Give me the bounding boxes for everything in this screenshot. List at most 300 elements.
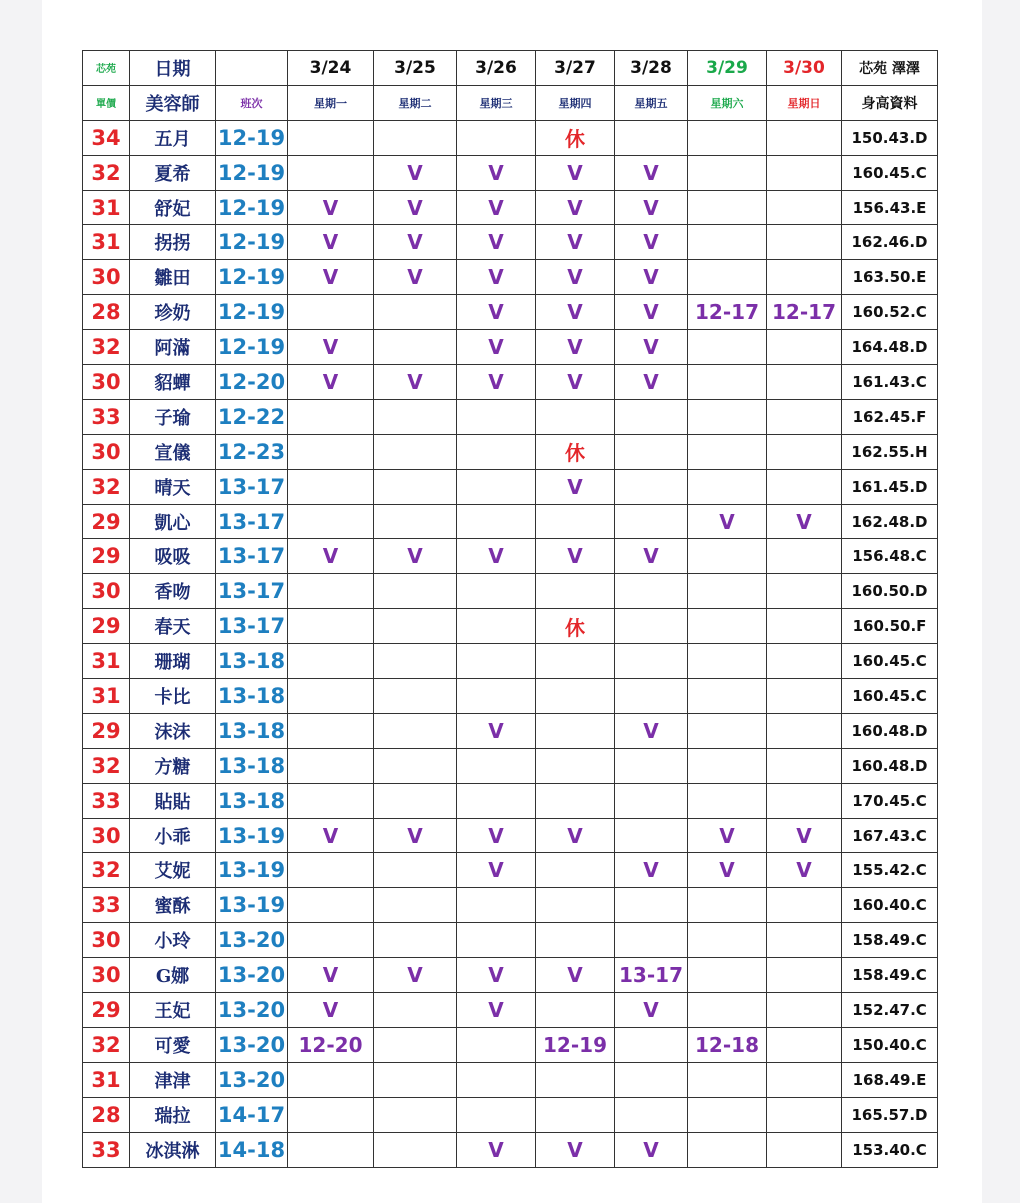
header-shift-label: 班次 (216, 85, 288, 120)
day-cell (615, 434, 688, 469)
stylist-name: 阿滿 (130, 330, 216, 365)
day-cell (688, 993, 767, 1028)
day-cell: V (288, 539, 374, 574)
day-cell (688, 1097, 767, 1132)
price-cell: 33 (83, 399, 130, 434)
stylist-name: 貂蟬 (130, 365, 216, 400)
day-cell: V (767, 818, 842, 853)
day-cell: V (615, 155, 688, 190)
header-top-left: 芯苑 (83, 51, 130, 86)
day-cell (688, 748, 767, 783)
header-weekday: 星期一 (288, 85, 374, 120)
day-cell: V (457, 993, 536, 1028)
day-cell (288, 155, 374, 190)
day-cell (688, 190, 767, 225)
header-weekday: 星期日 (767, 85, 842, 120)
height-info: 162.55.H (842, 434, 938, 469)
stylist-name: 宣儀 (130, 434, 216, 469)
day-cell (688, 434, 767, 469)
price-cell: 31 (83, 225, 130, 260)
shift-cell: 14-17 (216, 1097, 288, 1132)
schedule-row (83, 958, 938, 993)
day-cell (536, 399, 615, 434)
schedule-row (83, 539, 938, 574)
price-cell: 31 (83, 679, 130, 714)
day-cell (767, 923, 842, 958)
day-cell (767, 783, 842, 818)
day-cell (615, 1062, 688, 1097)
day-cell: V (457, 190, 536, 225)
shift-cell: 12-20 (216, 365, 288, 400)
stylist-name: 晴天 (130, 469, 216, 504)
day-cell (457, 609, 536, 644)
schedule-row (83, 365, 938, 400)
price-cell: 32 (83, 330, 130, 365)
header-date: 3/24 (288, 51, 374, 86)
shift-cell: 13-18 (216, 783, 288, 818)
day-cell (374, 574, 457, 609)
day-cell (457, 1062, 536, 1097)
shift-cell: 13-20 (216, 993, 288, 1028)
day-cell (767, 330, 842, 365)
day-cell (688, 644, 767, 679)
day-cell: V (536, 260, 615, 295)
shift-cell: 13-17 (216, 539, 288, 574)
day-cell (688, 469, 767, 504)
day-cell (767, 365, 842, 400)
day-cell (615, 1097, 688, 1132)
shift-cell: 12-19 (216, 225, 288, 260)
height-info: 152.47.C (842, 993, 938, 1028)
price-cell: 29 (83, 993, 130, 1028)
day-cell (288, 713, 374, 748)
day-cell: V (288, 365, 374, 400)
stylist-name: 珊瑚 (130, 644, 216, 679)
stylist-name: 拐拐 (130, 225, 216, 260)
day-cell (457, 1097, 536, 1132)
price-cell: 30 (83, 574, 130, 609)
day-cell: 休 (536, 434, 615, 469)
price-cell: 32 (83, 1027, 130, 1062)
day-cell: V (536, 1132, 615, 1167)
day-cell (536, 923, 615, 958)
day-cell (374, 1062, 457, 1097)
stylist-name: 夏希 (130, 155, 216, 190)
day-cell (536, 574, 615, 609)
stylist-name: 艾妮 (130, 853, 216, 888)
height-info: 150.40.C (842, 1027, 938, 1062)
height-info: 164.48.D (842, 330, 938, 365)
day-cell: V (457, 539, 536, 574)
day-cell (536, 748, 615, 783)
day-cell: V (288, 225, 374, 260)
stylist-name: 冰淇淋 (130, 1132, 216, 1167)
header-top-right: 芯苑 澤澤 (842, 51, 938, 86)
day-cell: V (615, 365, 688, 400)
day-cell: V (288, 190, 374, 225)
stylist-name: 王妃 (130, 993, 216, 1028)
day-cell (457, 923, 536, 958)
price-cell: 32 (83, 853, 130, 888)
day-cell (457, 469, 536, 504)
stylist-name: 瑞拉 (130, 1097, 216, 1132)
height-info: 160.50.F (842, 609, 938, 644)
header-weekday: 星期三 (457, 85, 536, 120)
height-info: 158.49.C (842, 923, 938, 958)
shift-cell: 13-20 (216, 1062, 288, 1097)
day-cell (767, 469, 842, 504)
height-info: 162.45.F (842, 399, 938, 434)
day-cell: 休 (536, 120, 615, 155)
price-cell: 28 (83, 295, 130, 330)
price-cell: 31 (83, 1062, 130, 1097)
day-cell (374, 295, 457, 330)
day-cell (457, 434, 536, 469)
stylist-name: 凱心 (130, 504, 216, 539)
stylist-name: 津津 (130, 1062, 216, 1097)
day-cell (767, 1097, 842, 1132)
day-cell: 12-20 (288, 1027, 374, 1062)
schedule-row (83, 120, 938, 155)
schedule-row (83, 330, 938, 365)
day-cell (767, 993, 842, 1028)
height-info: 167.43.C (842, 818, 938, 853)
day-cell (288, 748, 374, 783)
header-weekday: 星期二 (374, 85, 457, 120)
day-cell: V (615, 295, 688, 330)
height-info: 170.45.C (842, 783, 938, 818)
day-cell: V (536, 330, 615, 365)
stylist-name: 雛田 (130, 260, 216, 295)
header-weekday: 星期五 (615, 85, 688, 120)
day-cell: V (288, 260, 374, 295)
height-info: 165.57.D (842, 1097, 938, 1132)
price-cell: 30 (83, 365, 130, 400)
stylist-name: 沫沫 (130, 713, 216, 748)
header-date: 3/25 (374, 51, 457, 86)
schedule-row (83, 155, 938, 190)
day-cell (767, 609, 842, 644)
day-cell: V (457, 260, 536, 295)
day-cell (615, 679, 688, 714)
shift-cell: 13-18 (216, 748, 288, 783)
schedule-row (83, 853, 938, 888)
day-cell: V (536, 469, 615, 504)
schedule-row (83, 783, 938, 818)
day-cell: V (374, 818, 457, 853)
day-cell: V (615, 993, 688, 1028)
height-info: 160.50.D (842, 574, 938, 609)
day-cell: V (374, 260, 457, 295)
schedule-row (83, 225, 938, 260)
height-info: 160.45.C (842, 155, 938, 190)
day-cell (688, 783, 767, 818)
schedule-row (83, 399, 938, 434)
day-cell (536, 853, 615, 888)
stylist-name: 舒妃 (130, 190, 216, 225)
day-cell (457, 120, 536, 155)
day-cell (536, 993, 615, 1028)
stylist-name: 小乖 (130, 818, 216, 853)
schedule-row (83, 644, 938, 679)
price-cell: 30 (83, 923, 130, 958)
shift-cell: 13-18 (216, 644, 288, 679)
price-cell: 32 (83, 155, 130, 190)
day-cell (288, 609, 374, 644)
header-date-label: 日期 (130, 51, 216, 86)
day-cell (615, 818, 688, 853)
header-date: 3/27 (536, 51, 615, 86)
header-date: 3/29 (688, 51, 767, 86)
height-info: 156.43.E (842, 190, 938, 225)
price-cell: 29 (83, 609, 130, 644)
day-cell (536, 1062, 615, 1097)
shift-cell: 13-18 (216, 713, 288, 748)
height-info: 160.48.D (842, 748, 938, 783)
day-cell: 12-19 (536, 1027, 615, 1062)
day-cell: 12-17 (767, 295, 842, 330)
day-cell (767, 399, 842, 434)
stylist-name: 子瑜 (130, 399, 216, 434)
day-cell (615, 1027, 688, 1062)
day-cell (688, 365, 767, 400)
day-cell: V (374, 958, 457, 993)
day-cell (457, 888, 536, 923)
height-info: 155.42.C (842, 853, 938, 888)
day-cell: V (536, 155, 615, 190)
day-cell (288, 1097, 374, 1132)
day-cell (688, 574, 767, 609)
shift-cell: 12-23 (216, 434, 288, 469)
header-date: 3/26 (457, 51, 536, 86)
day-cell: V (615, 225, 688, 260)
shift-cell: 13-20 (216, 923, 288, 958)
stylist-name: 卡比 (130, 679, 216, 714)
day-cell (374, 1132, 457, 1167)
day-cell (536, 644, 615, 679)
day-cell (688, 713, 767, 748)
day-cell (536, 783, 615, 818)
day-cell (615, 120, 688, 155)
schedule-row (83, 923, 938, 958)
day-cell (536, 504, 615, 539)
price-cell: 32 (83, 748, 130, 783)
day-cell (615, 644, 688, 679)
day-cell (767, 225, 842, 260)
day-cell: V (688, 504, 767, 539)
price-cell: 31 (83, 190, 130, 225)
shift-cell: 12-22 (216, 399, 288, 434)
price-cell: 29 (83, 539, 130, 574)
shift-cell: 13-17 (216, 574, 288, 609)
height-info: 153.40.C (842, 1132, 938, 1167)
shift-cell: 13-17 (216, 609, 288, 644)
day-cell (374, 923, 457, 958)
day-cell (615, 888, 688, 923)
day-cell (688, 958, 767, 993)
day-cell (767, 1132, 842, 1167)
day-cell (288, 1062, 374, 1097)
day-cell (615, 783, 688, 818)
day-cell (767, 190, 842, 225)
day-cell (288, 679, 374, 714)
day-cell (767, 888, 842, 923)
shift-cell: 12-19 (216, 120, 288, 155)
price-cell: 28 (83, 1097, 130, 1132)
stylist-name: 吸吸 (130, 539, 216, 574)
height-info: 160.45.C (842, 679, 938, 714)
day-cell (457, 574, 536, 609)
price-cell: 29 (83, 713, 130, 748)
day-cell (288, 888, 374, 923)
price-cell: 33 (83, 1132, 130, 1167)
height-info: 160.52.C (842, 295, 938, 330)
day-cell (288, 1132, 374, 1167)
price-cell: 31 (83, 644, 130, 679)
day-cell: V (536, 365, 615, 400)
schedule-row (83, 434, 938, 469)
price-cell: 30 (83, 260, 130, 295)
day-cell (688, 120, 767, 155)
day-cell (374, 1027, 457, 1062)
shift-cell: 13-19 (216, 853, 288, 888)
shift-cell: 13-17 (216, 504, 288, 539)
day-cell: 13-17 (615, 958, 688, 993)
day-cell: V (457, 295, 536, 330)
price-cell: 34 (83, 120, 130, 155)
day-cell (688, 888, 767, 923)
day-cell (767, 748, 842, 783)
schedule-row (83, 469, 938, 504)
stylist-name: 可愛 (130, 1027, 216, 1062)
stylist-name: 五月 (130, 120, 216, 155)
price-cell: 33 (83, 888, 130, 923)
day-cell: V (457, 155, 536, 190)
shift-cell: 13-20 (216, 958, 288, 993)
height-info: 160.45.C (842, 644, 938, 679)
day-cell (767, 260, 842, 295)
shift-cell: 13-19 (216, 888, 288, 923)
header-height-label: 身高資料 (842, 85, 938, 120)
schedule-row (83, 818, 938, 853)
shift-cell: 13-20 (216, 1027, 288, 1062)
stylist-name: 蜜酥 (130, 888, 216, 923)
price-cell: 30 (83, 818, 130, 853)
day-cell: V (615, 190, 688, 225)
day-cell (374, 679, 457, 714)
day-cell: V (688, 853, 767, 888)
day-cell (288, 853, 374, 888)
day-cell: V (536, 295, 615, 330)
header-blank-cell (216, 51, 288, 86)
day-cell (688, 609, 767, 644)
day-cell (767, 434, 842, 469)
day-cell (374, 434, 457, 469)
day-cell: V (688, 818, 767, 853)
shift-cell: 12-19 (216, 295, 288, 330)
day-cell (615, 504, 688, 539)
day-cell (615, 574, 688, 609)
schedule-row (83, 679, 938, 714)
day-cell (374, 399, 457, 434)
stylist-name: 貼貼 (130, 783, 216, 818)
price-cell: 32 (83, 469, 130, 504)
day-cell: V (615, 1132, 688, 1167)
day-cell (615, 609, 688, 644)
day-cell (767, 713, 842, 748)
day-cell (288, 120, 374, 155)
day-cell: V (615, 713, 688, 748)
day-cell (767, 958, 842, 993)
shift-cell: 12-19 (216, 330, 288, 365)
schedule-row (83, 1132, 938, 1167)
schedule-row (83, 1097, 938, 1132)
schedule-row (83, 888, 938, 923)
document-page (42, 0, 982, 1203)
day-cell (374, 783, 457, 818)
header-stylist-label: 美容師 (130, 85, 216, 120)
day-cell (374, 120, 457, 155)
day-cell: V (536, 190, 615, 225)
header-row-dates (83, 51, 938, 86)
price-cell: 30 (83, 434, 130, 469)
stylist-name: 珍奶 (130, 295, 216, 330)
day-cell (457, 644, 536, 679)
day-cell (374, 330, 457, 365)
day-cell: 休 (536, 609, 615, 644)
day-cell: V (615, 260, 688, 295)
day-cell: V (536, 225, 615, 260)
day-cell (374, 1097, 457, 1132)
day-cell (688, 260, 767, 295)
day-cell: 12-18 (688, 1027, 767, 1062)
height-info: 163.50.E (842, 260, 938, 295)
day-cell (374, 993, 457, 1028)
header-row-weekdays (83, 85, 938, 120)
day-cell (688, 155, 767, 190)
day-cell (767, 574, 842, 609)
day-cell: V (374, 190, 457, 225)
schedule-body (83, 51, 938, 1168)
day-cell (288, 469, 374, 504)
day-cell (374, 504, 457, 539)
height-info: 156.48.C (842, 539, 938, 574)
day-cell (457, 783, 536, 818)
day-cell (688, 399, 767, 434)
height-info: 162.48.D (842, 504, 938, 539)
shift-cell: 13-17 (216, 469, 288, 504)
schedule-table (82, 50, 938, 1168)
stylist-name: G娜 (130, 958, 216, 993)
day-cell (457, 1027, 536, 1062)
day-cell (536, 713, 615, 748)
schedule-row (83, 190, 938, 225)
day-cell (374, 469, 457, 504)
height-info: 160.40.C (842, 888, 938, 923)
day-cell: V (288, 818, 374, 853)
day-cell: V (374, 225, 457, 260)
day-cell (767, 644, 842, 679)
schedule-row (83, 504, 938, 539)
height-info: 158.49.C (842, 958, 938, 993)
height-info: 162.46.D (842, 225, 938, 260)
header-date: 3/30 (767, 51, 842, 86)
day-cell (767, 539, 842, 574)
stylist-name: 方糖 (130, 748, 216, 783)
schedule-row (83, 748, 938, 783)
stylist-name: 香吻 (130, 574, 216, 609)
day-cell: V (457, 958, 536, 993)
